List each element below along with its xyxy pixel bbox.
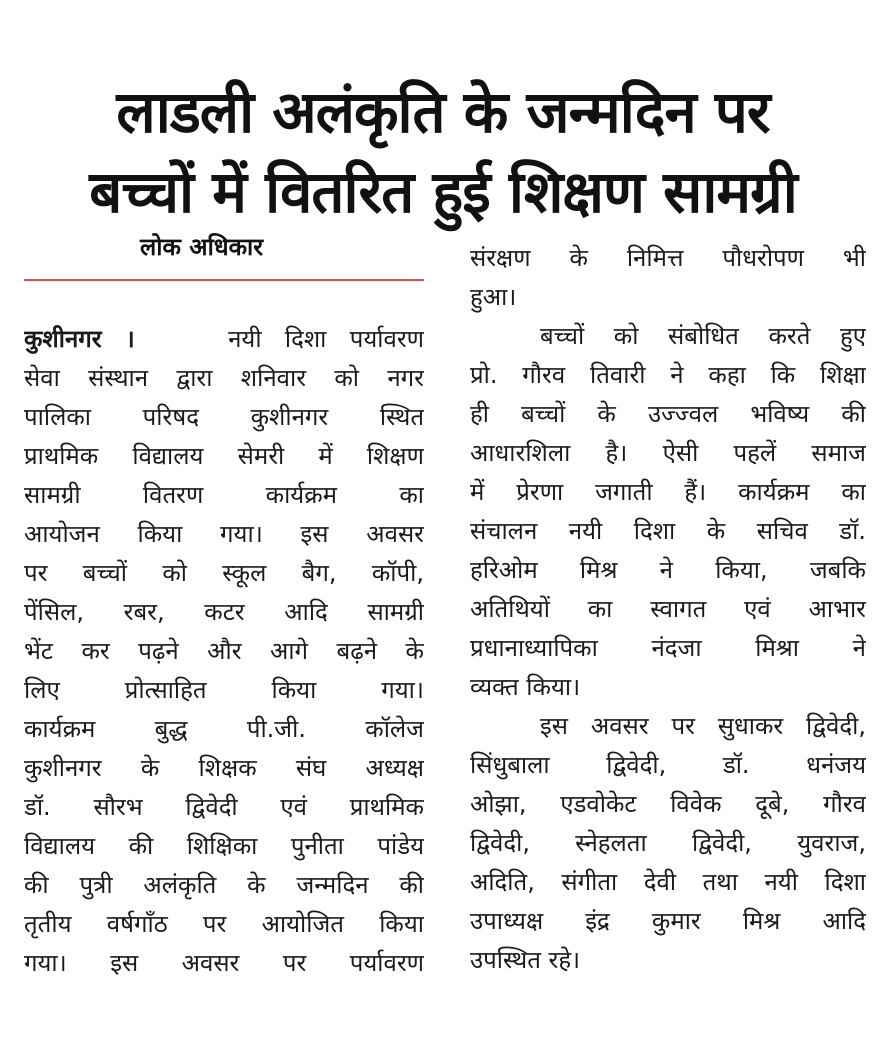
article-line: पालिका परिषद कुशीनगर स्थित [24,403,424,431]
article-line: भेंट कर पढ़ने और आगे बढ़ने के [24,637,424,665]
article-column-left [24,320,424,983]
headline-line-2: बच्चों में वितरित हुई शिक्षण सामग्री [89,158,797,226]
article-line: हरिओम मिश्र ने किया, जबकि [470,556,866,584]
article-line: की पुत्री अलंकृति के जन्मदिन की [24,871,424,899]
article-line: तृतीय वर्षगाँठ पर आयोजित किया [24,910,424,938]
article-line: ही बच्चों के उज्ज्वल भविष्य की [470,400,866,428]
article-line: व्यक्त किया। [470,673,581,701]
article-line: उपाध्यक्ष इंद्र कुमार मिश्र आदि [470,907,866,935]
headline [0,72,886,232]
byline-divider [24,279,424,281]
article-line: प्रो. गौरव तिवारी ने कहा कि शिक्षा [470,361,866,389]
article-line: बच्चों को संबोधित करते हुए [540,322,866,350]
article-line: अदिति, संगीता देवी तथा नयी दिशा [470,868,866,896]
article-line: डॉ. सौरभ द्विवेदी एवं प्राथमिक [24,793,424,821]
article-line: प्राथमिक विद्यालय सेमरी में शिक्षण [24,442,424,470]
article-line: कुशीनगर । नयी दिशा पर्यावरण [24,325,424,353]
dateline: कुशीनगर । [24,325,135,353]
article-column-right [470,239,866,980]
article-line: संरक्षण के निमित्त पौधरोपण भी [470,244,866,272]
article-line: अतिथियों का स्वागत एवं आभार [470,595,866,623]
article-line: प्रधानाध्यापिका नंदजा मिश्रा ने [470,634,866,662]
article-line: संचालन नयी दिशा के सचिव डॉ. [470,517,866,545]
article-line: आधारशिला है। ऐसी पहलें समाज [470,439,866,467]
article-line: लिए प्रोत्साहित किया गया। [24,676,424,704]
headline-line-1: लाडली अलंकृति के जन्मदिन पर [116,78,770,146]
byline: लोक अधिकार [140,233,264,261]
article-line: सिंधुबाला द्विवेदी, डॉ. धनंजय [470,751,866,779]
article-line: ओझा, एडवोकेट विवेक दूबे, गौरव [470,790,866,818]
article-line: कुशीनगर के शिक्षक संघ अध्यक्ष [24,754,424,782]
article-line: इस अवसर पर सुधाकर द्विवेदी, [540,712,866,740]
article-line: में प्रेरणा जगाती हैं। कार्यक्रम का [470,478,866,506]
article-line: सामग्री वितरण कार्यक्रम का [24,481,424,509]
article-line: सेवा संस्थान द्वारा शनिवार को नगर [24,364,424,392]
article-line: हुआ। [470,283,517,311]
article-line: आयोजन किया गया। इस अवसर [24,520,424,548]
article-line: गया। इस अवसर पर पर्यावरण [24,949,424,977]
article-line: विद्यालय की शिक्षिका पुनीता पांडेय [24,832,424,860]
article-line: द्विवेदी, स्नेहलता द्विवेदी, युवराज, [470,829,866,857]
article-line: कार्यक्रम बुद्ध पी.जी. कॉलेज [24,715,424,743]
article-line: पेंसिल, रबर, कटर आदि सामग्री [24,598,424,626]
article-line: उपस्थित रहे। [470,946,581,974]
article-line: पर बच्चों को स्कूल बैग, कॉपी, [24,559,424,587]
